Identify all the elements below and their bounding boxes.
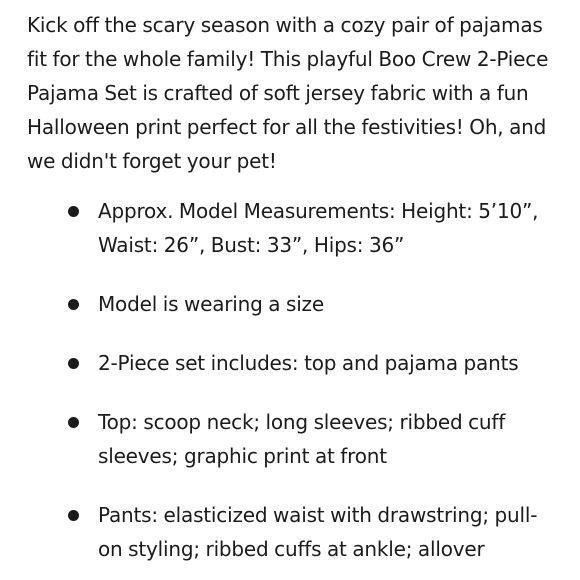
list-item [27,346,560,380]
list-item-text: Top: scoop neck; long sleeves; ribbed cuff sleeves; graphic print at front [98,410,506,468]
list-item [27,287,560,321]
list-item-text: Model is wearing a size [98,292,324,316]
feature-list [27,194,560,566]
list-item-text: Pants: elasticized waist with drawstring; pull-on styling; ribbed cuffs at ankle; allover [98,503,538,561]
bullet-icon [68,299,79,310]
list-item [27,194,560,262]
bullet-icon [68,206,79,217]
list-item-text: 2-Piece set includes: top and pajama pants [98,351,519,375]
bullet-icon [68,358,79,369]
list-item [27,405,560,473]
list-item [27,498,560,566]
list-item-text: Approx. Model Measurements: Height: 5’10”, Waist: 26”, Bust: 33”, Hips: 36” [98,199,539,257]
description-intro: Kick off the scary season with a cozy pair of pajamas fit for the whole family! This playful Boo Crew 2-Piece Pajama Set is crafted of soft jersey fabric with a fun Halloween print perfect for all the festivities! Oh, and we didn't forget your pet! [27,13,549,173]
bullet-icon [68,417,79,428]
bullet-icon [68,510,79,521]
